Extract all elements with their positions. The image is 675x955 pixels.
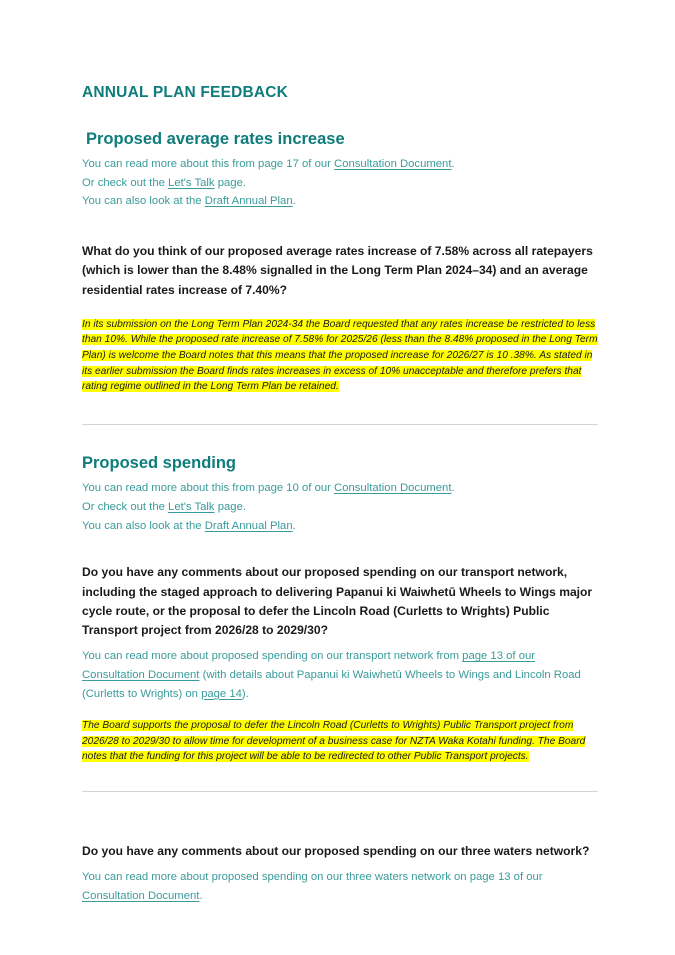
link-page-13-consultation-document[interactable]: page 13 of our Consultation Document bbox=[82, 650, 536, 682]
link-lets-talk[interactable]: Let's Talk bbox=[168, 501, 215, 514]
description-three-waters bbox=[82, 861, 598, 905]
description-part-2: . bbox=[199, 889, 203, 902]
intro-text-prefix: You can read more about this from page 10 of our bbox=[82, 482, 335, 495]
intro-text-prefix: Or check out the bbox=[82, 176, 169, 189]
intro-text-suffix: . bbox=[451, 158, 455, 171]
description-transport-spending bbox=[82, 640, 598, 703]
intro-text-suffix: . bbox=[292, 195, 296, 208]
intro-line bbox=[82, 174, 598, 193]
intro-links-spending bbox=[82, 473, 598, 535]
intro-text-suffix: . bbox=[292, 519, 296, 532]
link-consultation-document[interactable]: Consultation Document bbox=[334, 482, 452, 495]
intro-text-suffix: . bbox=[451, 482, 455, 495]
section-three-waters bbox=[82, 792, 598, 905]
intro-text-prefix: You can read more about this from page 17 of our bbox=[82, 158, 335, 171]
link-draft-annual-plan[interactable]: Draft Annual Plan bbox=[204, 195, 293, 208]
section-rates-increase bbox=[82, 103, 598, 395]
link-consultation-document[interactable]: Consultation Document bbox=[334, 158, 452, 171]
intro-line bbox=[82, 517, 598, 536]
page-title: ANNUAL PLAN FEEDBACK bbox=[82, 84, 289, 101]
section-heading-proposed-spending: Proposed spending bbox=[82, 453, 237, 472]
document-content bbox=[82, 0, 598, 906]
intro-line bbox=[82, 479, 598, 498]
link-consultation-document[interactable]: Consultation Document bbox=[82, 889, 200, 902]
description-part-3: ). bbox=[241, 687, 249, 700]
intro-text-suffix: page. bbox=[214, 176, 246, 189]
intro-line bbox=[82, 498, 598, 517]
intro-line bbox=[82, 192, 598, 211]
intro-links-rates bbox=[82, 149, 598, 211]
answer-highlight: The Board supports the proposal to defer the Lincoln Road (Curletts to Wrights) Public Transport project from 2026/28 to 2029/30 to allow time for development of a business case for NZTA Waka Kotahi funding. The Board notes that the funding for this project will be able to be redirected to other Public Transport projects. bbox=[82, 720, 586, 763]
intro-text-suffix: page. bbox=[214, 501, 246, 514]
intro-line bbox=[82, 155, 598, 174]
description-part-1: You can read more about proposed spending on our three waters network on page 13 of our bbox=[82, 871, 543, 884]
description-part-2: (with details about Papanui ki Waiwhetū Wheels to Wings and Lincoln Road (Curletts to Wrights) on bbox=[82, 669, 581, 700]
link-page-14[interactable]: page 14 bbox=[201, 687, 242, 700]
intro-text-prefix: You can also look at the bbox=[82, 195, 205, 208]
description-part-1: You can read more about proposed spending on our transport network from bbox=[82, 650, 463, 663]
link-lets-talk[interactable]: Let's Talk bbox=[168, 176, 215, 189]
answer-transport-spending bbox=[82, 703, 598, 765]
section-proposed-spending bbox=[82, 425, 598, 765]
question-transport-spending: Do you have any comments about our proposed spending on our transport network, including the staged approach to delivering Papanui ki Waiwhetū Wheels to Wings major cycle route, or the proposal to defer the Lincoln Road (Curletts to Wrights) Public Transport project from 2026/28 to 2029/30? bbox=[82, 565, 593, 638]
intro-text-prefix: You can also look at the bbox=[82, 519, 205, 532]
question-rates-increase: What do you think of our proposed average rates increase of 7.58% across all ratepayers (which is lower than the 8.48% signalled in the Long Term Plan 2024–34) and an average residential rates increase of 7.40%? bbox=[82, 244, 593, 297]
question-three-waters: Do you have any comments about our proposed spending on our three waters network? bbox=[82, 844, 590, 859]
answer-highlight: In its submission on the Long Term Plan 2024-34 the Board requested that any rates increase be restricted to less than 10%. While the proposed rate increase of 7.58% for 2025/26 (less than the 8.48% proposed in the Long Term Plan) is welcome the Board notes that this means that the proposed increase for 2026/27 is 10 .38%. As stated in its earlier submission the Board finds rates increases in excess of 10% unacceptable and therefore prefers that rating regime outlined in the Long Term Plan be retained. bbox=[82, 318, 598, 393]
section-heading-rates-increase: Proposed average rates increase bbox=[86, 129, 345, 148]
link-draft-annual-plan[interactable]: Draft Annual Plan bbox=[204, 519, 293, 532]
answer-rates-increase bbox=[82, 300, 598, 395]
intro-text-prefix: Or check out the bbox=[82, 501, 169, 514]
